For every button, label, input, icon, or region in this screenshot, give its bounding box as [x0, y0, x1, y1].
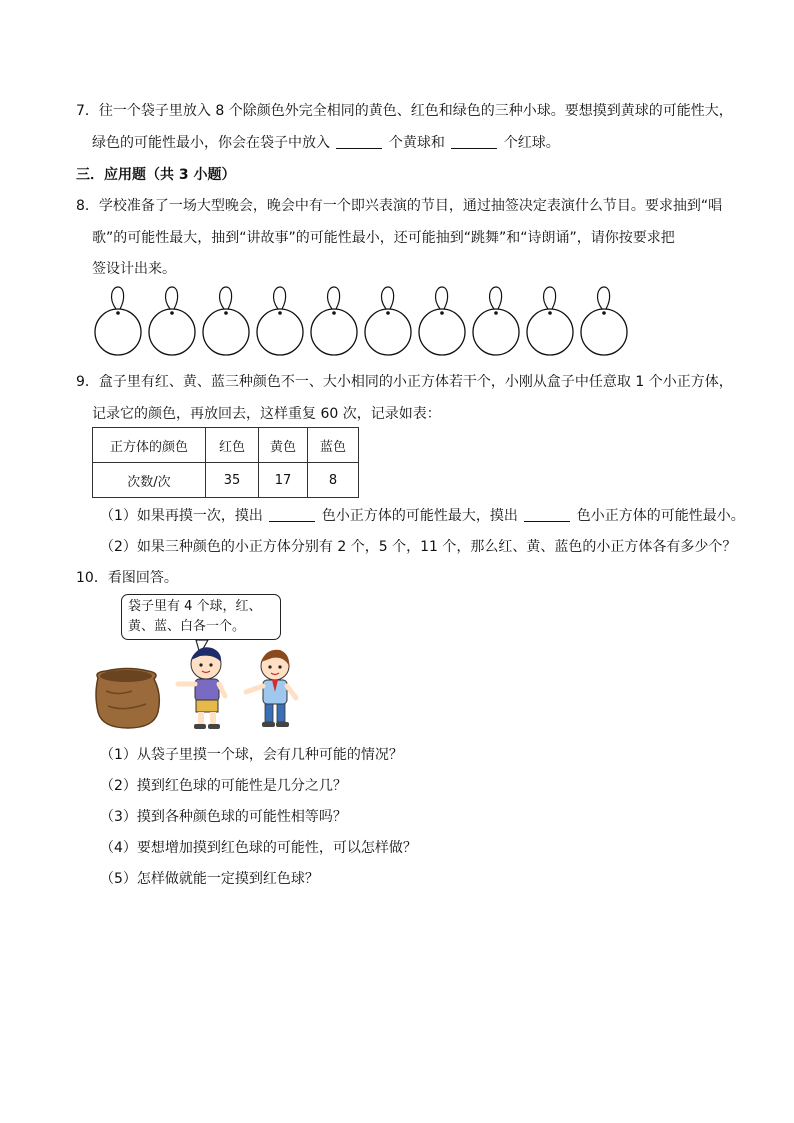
table-header-cell: 红色 [206, 428, 259, 463]
lottery-ticket[interactable] [527, 287, 573, 355]
lottery-ticket[interactable] [95, 287, 141, 355]
table-header-cell: 蓝色 [308, 428, 359, 463]
table-header-row [93, 428, 359, 463]
table-cell: 35 [206, 463, 259, 498]
q9-sub1-b: 色小正方体的可能性最大，摸出 [321, 508, 518, 524]
q7-line2-c: 个红球。 [503, 135, 560, 151]
q10-question-2: （2）摸到红色球的可能性是几分之几？ [100, 778, 347, 794]
q7-line1: 7．往一个袋子里放入 8 个除颜色外完全相同的黄色、红色和绿色的三种小球。要想摸到黄球的可能性大， [76, 103, 733, 119]
lottery-ticket[interactable] [419, 287, 465, 355]
q10-question-3: （3）摸到各种颜色球的可能性相等吗？ [100, 809, 347, 825]
q9-line1: 9．盒子里有红、黄、蓝三种颜色不一、大小相同的小正方体若干个，小刚从盒子中任意取 1 个小正方体， [76, 374, 733, 390]
table-cell: 17 [259, 463, 308, 498]
table-cell: 次数/次 [93, 463, 206, 498]
bubble-line1: 袋子里有 4 个球，红、 [128, 599, 262, 614]
q7-answer-blank-yellow[interactable] [336, 134, 382, 149]
lottery-tickets [90, 285, 635, 360]
q9-sub1-a: （1）如果再摸一次，摸出 [100, 508, 263, 524]
boy-pointing-image [178, 647, 225, 729]
frequency-table [92, 427, 359, 498]
q8-line2: 歌”的可能性最大，抽到“讲故事”的可能性最小，还可能抽到“跳舞”和“诗朗诵”，请你按要求把 [92, 230, 675, 246]
table-cell: 8 [308, 463, 359, 498]
lottery-ticket[interactable] [581, 287, 627, 355]
q8-line1: 8．学校准备了一场大型晚会，晚会中有一个即兴表演的节目，通过抽签决定表演什么节目。要求抽到“唱 [76, 198, 723, 214]
lottery-ticket[interactable] [311, 287, 357, 355]
q10-question-1: （1）从袋子里摸一个球，会有几种可能的情况？ [100, 747, 403, 763]
section-title: 三．应用题（共 3 小题） [76, 167, 236, 183]
table-row [93, 463, 359, 498]
q10-title: 10．看图回答。 [76, 570, 178, 586]
q9-sub2: （2）如果三种颜色的小正方体分别有 2 个，5 个，11 个，那么红、黄、蓝色的小正方体各有多少个？ [100, 539, 737, 555]
table-header-cell: 正方体的颜色 [93, 428, 206, 463]
lottery-ticket[interactable] [473, 287, 519, 355]
q9-answer-blank-most[interactable] [269, 507, 315, 522]
q10-question-4: （4）要想增加摸到红色球的可能性，可以怎样做？ [100, 840, 417, 856]
q10-question-5: （5）怎样做就能一定摸到红色球？ [100, 871, 319, 887]
lottery-ticket[interactable] [149, 287, 195, 355]
lottery-ticket[interactable] [257, 287, 303, 355]
q7-line2-a: 绿色的可能性最小，你会在袋子中放入 [92, 135, 330, 151]
table-header-cell: 黄色 [259, 428, 308, 463]
speech-bubble [121, 594, 281, 640]
sack-image [96, 669, 159, 729]
q9-sub1-c: 色小正方体的可能性最小。 [576, 508, 745, 524]
lottery-ticket[interactable] [203, 287, 249, 355]
q8-line3: 签设计出来。 [92, 261, 176, 277]
q7-answer-blank-red[interactable] [451, 134, 497, 149]
q7-line2-b: 个黄球和 [388, 135, 445, 151]
lottery-ticket[interactable] [365, 287, 411, 355]
bubble-line2: 黄、蓝、白各一个。 [128, 619, 246, 634]
q9-answer-blank-least[interactable] [524, 507, 570, 522]
q7-line2 [92, 134, 560, 152]
q9-line2: 记录它的颜色，再放回去，这样重复 60 次，记录如表： [92, 406, 441, 422]
illustration [88, 636, 303, 736]
boy-gesturing-image [246, 650, 296, 727]
q9-sub1 [100, 507, 745, 525]
